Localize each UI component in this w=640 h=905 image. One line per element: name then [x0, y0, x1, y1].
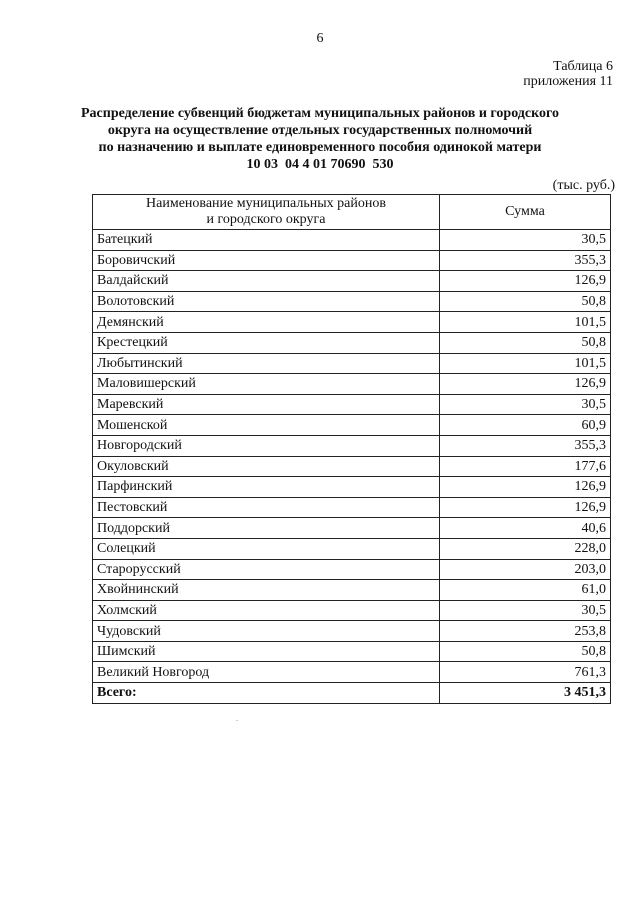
district-name-cell: Маревский: [93, 394, 440, 415]
table-row: [93, 477, 611, 498]
amount-cell: 101,5: [440, 312, 611, 333]
amount-cell: 126,9: [440, 374, 611, 395]
units-label: (тыс. руб.): [552, 178, 615, 193]
district-name-cell: Шимский: [93, 641, 440, 662]
amount-cell: 761,3: [440, 662, 611, 683]
header-sum-column: Сумма: [440, 195, 611, 230]
subsidy-table: [92, 194, 611, 704]
table-row: [93, 621, 611, 642]
district-name-cell: Парфинский: [93, 477, 440, 498]
district-name-cell: Крестецкий: [93, 332, 440, 353]
total-label-cell: Всего:: [93, 683, 440, 704]
table-header-row: [93, 195, 611, 230]
district-name-cell: Волотовский: [93, 291, 440, 312]
amount-cell: 355,3: [440, 250, 611, 271]
district-name-cell: Чудовский: [93, 621, 440, 642]
amount-cell: 30,5: [440, 230, 611, 251]
district-name-cell: Великий Новгород: [93, 662, 440, 683]
amount-cell: 30,5: [440, 600, 611, 621]
table-row: [93, 600, 611, 621]
amount-cell: 50,8: [440, 641, 611, 662]
district-name-cell: Любытинский: [93, 353, 440, 374]
table-reference-line-2: приложения 11: [523, 74, 613, 89]
table-reference: [523, 59, 613, 89]
table-row: [93, 271, 611, 292]
table-row: [93, 374, 611, 395]
heading-line-2: округа на осуществление отдельных государственных полномочий: [107, 123, 533, 138]
page-number: 6: [316, 31, 324, 46]
total-row: [93, 683, 611, 704]
table-row: [93, 230, 611, 251]
amount-cell: 253,8: [440, 621, 611, 642]
table-row: [93, 353, 611, 374]
scan-mark: [236, 720, 238, 721]
table-row: [93, 250, 611, 271]
amount-cell: 126,9: [440, 477, 611, 498]
amount-cell: 355,3: [440, 435, 611, 456]
district-name-cell: Старорусский: [93, 559, 440, 580]
amount-cell: 126,9: [440, 497, 611, 518]
district-name-cell: Холмский: [93, 600, 440, 621]
district-name-cell: Маловишерский: [93, 374, 440, 395]
district-name-cell: Пестовский: [93, 497, 440, 518]
district-name-cell: Хвойнинский: [93, 580, 440, 601]
table-body: [93, 230, 611, 704]
amount-cell: 61,0: [440, 580, 611, 601]
amount-cell: 177,6: [440, 456, 611, 477]
document-heading: [60, 105, 580, 173]
table-row: [93, 312, 611, 333]
table-row: [93, 559, 611, 580]
district-name-cell: Солецкий: [93, 538, 440, 559]
district-name-cell: Батецкий: [93, 230, 440, 251]
amount-cell: 203,0: [440, 559, 611, 580]
heading-line-1: Распределение субвенций бюджетам муниципальных районов и городского: [80, 106, 559, 121]
total-amount-cell: 3 451,3: [440, 683, 611, 704]
table-row: [93, 435, 611, 456]
header-name-column: [93, 195, 440, 230]
table-row: [93, 415, 611, 436]
district-name-cell: Мошенской: [93, 415, 440, 436]
table-row: [93, 580, 611, 601]
header-name-line-1: Наименование муниципальных районов: [146, 196, 386, 211]
table-row: [93, 518, 611, 539]
heading-line-3: по назначению и выплате единовременного пособия одинокой матери: [98, 140, 542, 155]
header-name-line-2: и городского округа: [206, 212, 326, 227]
district-name-cell: Валдайский: [93, 271, 440, 292]
table-row: [93, 291, 611, 312]
district-name-cell: Боровичский: [93, 250, 440, 271]
district-name-cell: Новгородский: [93, 435, 440, 456]
amount-cell: 60,9: [440, 415, 611, 436]
district-name-cell: Окуловский: [93, 456, 440, 477]
amount-cell: 228,0: [440, 538, 611, 559]
table-row: [93, 497, 611, 518]
table-row: [93, 641, 611, 662]
table-reference-line-1: Таблица 6: [553, 59, 613, 74]
table-row: [93, 662, 611, 683]
heading-code-line: 10 03 04 4 01 70690 530: [246, 157, 394, 172]
amount-cell: 40,6: [440, 518, 611, 539]
amount-cell: 101,5: [440, 353, 611, 374]
amount-cell: 30,5: [440, 394, 611, 415]
district-name-cell: Поддорский: [93, 518, 440, 539]
amount-cell: 50,8: [440, 291, 611, 312]
amount-cell: 126,9: [440, 271, 611, 292]
amount-cell: 50,8: [440, 332, 611, 353]
table-row: [93, 394, 611, 415]
table-row: [93, 332, 611, 353]
table-row: [93, 538, 611, 559]
table-row: [93, 456, 611, 477]
district-name-cell: Демянский: [93, 312, 440, 333]
